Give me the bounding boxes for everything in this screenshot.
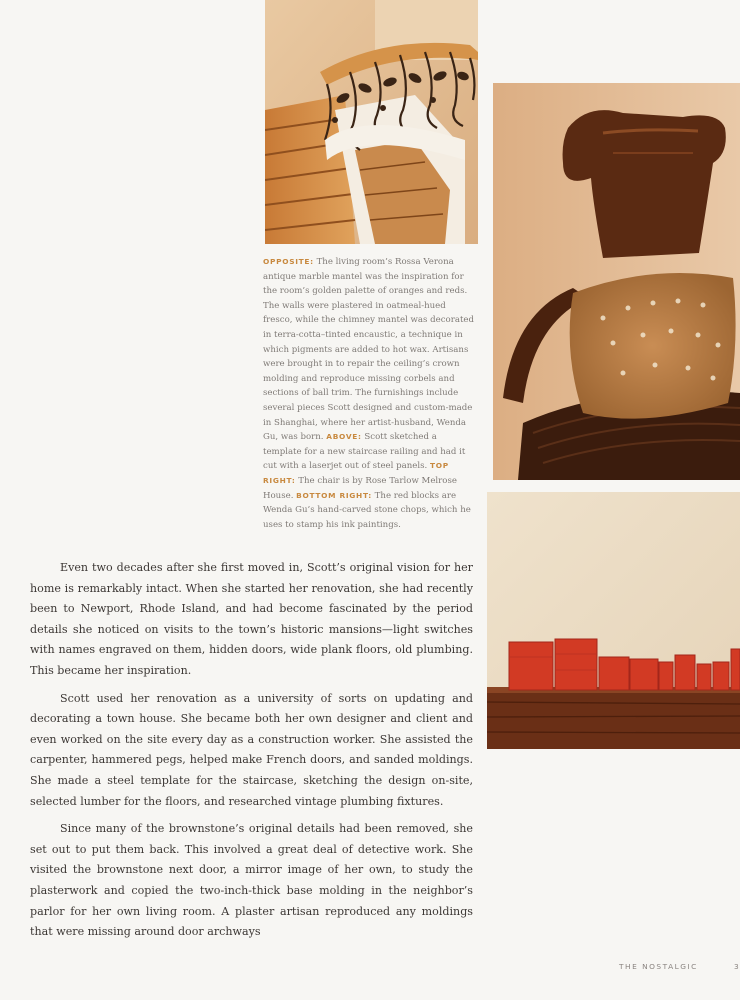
photo-caption — [263, 255, 477, 532]
caption-text-opposite: The living room’s Rossa Verona antique marble mantel was the inspiration for the room’s golden palette of oranges and reds. The walls were plastered in oatmeal-hued fresco, while the chimney mantel was decorated in terra-cotta–tinted encaustic, a technique in which pigments are added to hot wax. Artisans were brought in to repair the ceiling’s crown molding and reproduce missing corbels and sections of ball trim. The furnishings include several pieces Scott designed and custom-made in Shanghai, where her artist-husband, Wenda Gu, was born. — [263, 257, 474, 443]
caption-label-bottom-right: BOTTOM RIGHT: — [296, 490, 372, 500]
running-footer: THE NOSTALGIC — [619, 962, 698, 971]
caption-text-above: Scott sketched a template for a new staircase railing and had it cut with a laserjet out of steel panels. — [263, 432, 466, 472]
caption-text-bottom-right: The red blocks are Wenda Gu’s hand-carved stone chops, which he uses to stamp his ink paintings. — [263, 490, 471, 530]
caption-text-top-right: The chair is by Rose Tarlow Melrose House. — [263, 475, 457, 501]
caption-label-top-right: TOP RIGHT: — [263, 461, 449, 485]
caption-label-above: ABOVE: — [326, 432, 362, 442]
paragraph-3: Since many of the brownstone’s original details had been removed, she set out to put them back. This involved a great deal of detective work. She visited the brownstone next door, a mirror image of her own, to study the plasterwork and copied the two-inch-thick base molding in the neighbor’s parlor for her own living room. A plaster artisan reproduced any moldings that were missing around door archways — [30, 822, 473, 939]
page-number: 3 — [734, 962, 739, 971]
caption-label-opposite: OPPOSITE: — [263, 257, 314, 266]
article-body — [30, 558, 473, 950]
paragraph-1: Even two decades after she first moved in, Scott’s original vision for her home is remarkably intact. When she started her renovation, she had recently been to Newport, Rhode Island, and had become fascinated by the period details she noticed on visits to the town’s historic mansions—light switches with names engraved on them, hidden doors, wide plank floors, old plumbing. This became her inspiration. — [30, 561, 473, 677]
paragraph-2: Scott used her renovation as a university of sorts on updating and decorating a town house. She became both her own designer and client and even worked on the site every day as a construction worker. She assisted the carpenter, hammered pegs, helped make French doors, and sanded moldings. She made a steel template for the staircase, sketching the design on-site, selected lumber for the floors, and researched vintage plumbing fixtures. — [30, 691, 473, 808]
chair-photo — [493, 83, 740, 480]
staircase-photo — [265, 0, 478, 244]
stone-chops-photo — [487, 492, 740, 749]
